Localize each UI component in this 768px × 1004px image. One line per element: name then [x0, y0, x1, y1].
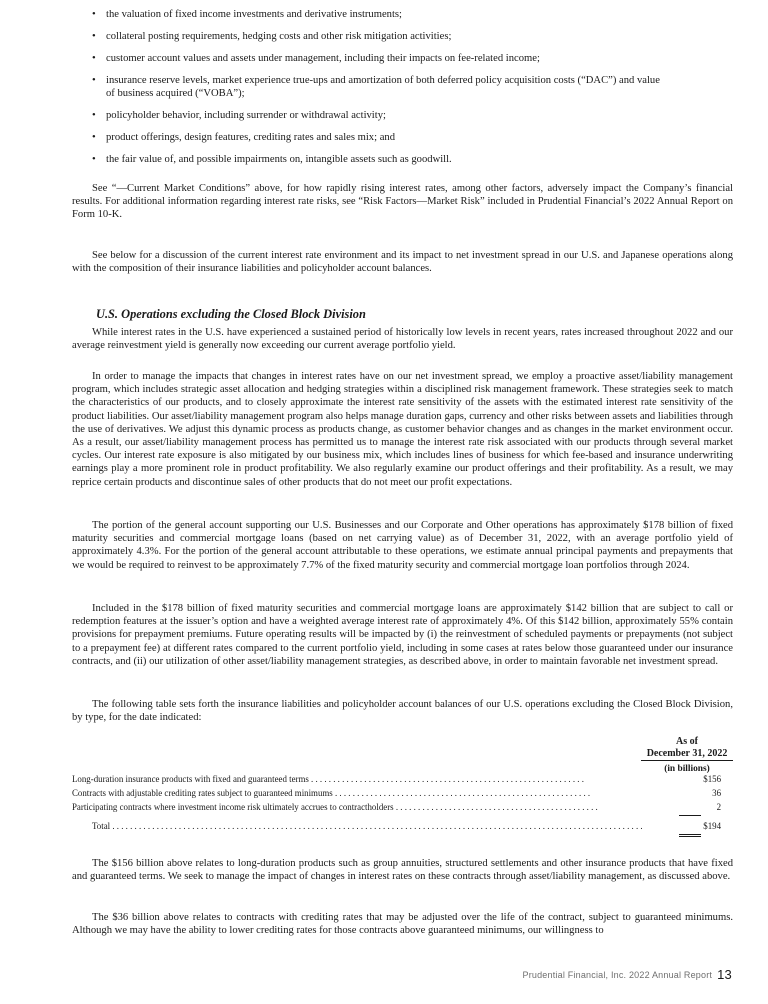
paragraph-asset-liability: In order to manage the impacts that changes in interest rates have on our net investment spread, we employ a proactive asset/liability management program, which includes strategic asset allocation and hedging strategies within a disciplined risk management framework. These strategies seek to match the characteristics of our products, and to closely approximate the interest rate sensitivity of the assets with the estimated interest rate sensitivity of the product liabilities. Our asset/liability management program also helps manage duration gaps, currency and other risks between assets and liabilities through the use of derivatives. We adjust this dynamic process as products change, as customer behavior changes and as changes in the market environment occur. As a result, our asset/liability management process has permitted us to manage the interest rate risk associated with our products through several market cycles. Our interest rate exposure is also mitigated by our business mix, which includes lines of business for which fee-based and insurance underwriting earnings play a more prominent role in product profitability. We also regularly examine our product offerings and their profitability. As a result, we may reprice certain products and discontinue sales of other products that do not meet our profit expectations. [72, 371, 733, 488]
list-item: • collateral posting requirements, hedging costs and other risk mitigation activities; [92, 31, 452, 42]
table-unit: (in billions) [664, 764, 710, 774]
header-rule [641, 760, 733, 761]
total-double-rule-bottom [679, 836, 701, 837]
table-total-row: Total . . . . . . . . . . . . . . . . . . . . . . . . . . . . . . . . . . . . . . . . . . . . . . . . . . . . . . . . . . . . . . . . . . . . . . . . . . . . . . . . . . . . . . . . . . . . . . . . . . . . . . . . . . . . . . . . . . . . . . . . $194 [92, 821, 721, 831]
page-footer: Prudential Financial, Inc. 2022 Annual Report 13 [522, 967, 732, 982]
list-item: • product offerings, design features, crediting rates and sales mix; and [92, 132, 395, 143]
paragraph-market-conditions: See “—Current Market Conditions” above, for how rapidly rising interest rates, among other factors, adversely impact the Company’s financial results. For additional information regarding interest rate risks, see “Risk Factors—Market Risk” included in Prudential Financial’s 2022 Annual Report on Form 10-K. [72, 183, 733, 221]
section-heading: U.S. Operations excluding the Closed Block Division [96, 307, 366, 321]
paragraph-rate-environment: See below for a discussion of the current interest rate environment and its impact to net investment spread in our U.S. and Japanese operations along with the composition of their insurance liabilities and policyholder account balances. [72, 250, 733, 275]
page-number: 13 [717, 967, 732, 982]
list-item: • policyholder behavior, including surrender or withdrawal activity; [92, 110, 386, 121]
paragraph-interest-rates: While interest rates in the U.S. have experienced a sustained period of historically low levels in recent years, rates increased throughout 2022 and our average reinvestment yield is generally now exceeding our current average portfolio yield. [72, 327, 733, 352]
list-item: • the fair value of, and possible impairments on, intangible assets such as goodwill. [92, 154, 452, 165]
paragraph-call-features: Included in the $178 billion of fixed maturity securities and commercial mortgage loans are approximately $142 billion that are subject to call or redemption features at the issuer’s option and have a weighted average interest rate of approximately 4%. Of this $142 billion, approximately 55% contain provisions for prepayment premiums. Future operating results will be impacted by (i) the reinvestment of scheduled payments or prepayments (not subject to a prepayment fee) at different rates compared to the current portfolio yield, including in some cases at rates below those guaranteed under our insurance contracts, and (ii) our utilization of other asset/liability management strategies, as described above, in order to maintain favorable net investment spread. [72, 603, 733, 667]
paragraph-crediting-rates: The $36 billion above relates to contracts with crediting rates that may be adjusted over the life of the contract, subject to guaranteed minimums. Although we may have the ability to lower crediting rates for those contracts above guaranteed minimums, our willingness to [72, 912, 733, 937]
table-row: Participating contracts where investment income risk ultimately accrues to contractholders . . . . . . . . . . . . . . . . . . . . . . . . . . . . . . . . . . . . . . . . . . . . . . 2 [72, 802, 721, 812]
paragraph-general-account: The portion of the general account supporting our U.S. Businesses and our Corporate and Other operations has approximately $178 billion of fixed maturity securities and commercial mortgage loans (based on net carrying value) as of December 31, 2022, with an average portfolio yield of approximately 4.3%. For the portion of the general account attributable to these operations, we estimate annual principal payments and prepayments that we would be required to reinvest to be approximately 7.7% of the fixed maturity security and commercial mortgage loan portfolios through 2024. [72, 520, 733, 571]
list-item-continuation: of business acquired (“VOBA”); [106, 88, 245, 99]
table-row: Contracts with adjustable crediting rates subject to guaranteed minimums . . . . . . . . . . . . . . . . . . . . . . . . . . . . . . . . . . . . . . . . . . . . . . . . . . . . . . . . . . 36 [72, 788, 721, 798]
table-row: Long-duration insurance products with fixed and guaranteed terms . . . . . . . . . . . . . . . . . . . . . . . . . . . . . . . . . . . . . . . . . . . . . . . . . . . . . . . . . . . . . . $156 [72, 774, 721, 784]
list-item: • insurance reserve levels, market experience true-ups and amortization of both deferred policy acquisition costs (“DAC”) and value [92, 75, 660, 86]
table-column-header: As of December 31, 2022 [646, 736, 728, 759]
total-double-rule-top [679, 834, 701, 835]
paragraph-long-duration: The $156 billion above relates to long-duration products such as group annuities, structured settlements and other insurance products that have fixed and guaranteed terms. We seek to manage the impact of changes in interest rates on these contracts through asset/liability management, as discussed above. [72, 858, 733, 883]
subtotal-rule [679, 815, 701, 816]
list-item: • customer account values and assets under management, including their impacts on fee-related income; [92, 53, 540, 64]
list-item: • the valuation of fixed income investments and derivative instruments; [92, 9, 402, 20]
paragraph-table-intro: The following table sets forth the insurance liabilities and policyholder account balances of our U.S. operations excluding the Closed Block Division, by type, for the date indicated: [72, 699, 733, 724]
